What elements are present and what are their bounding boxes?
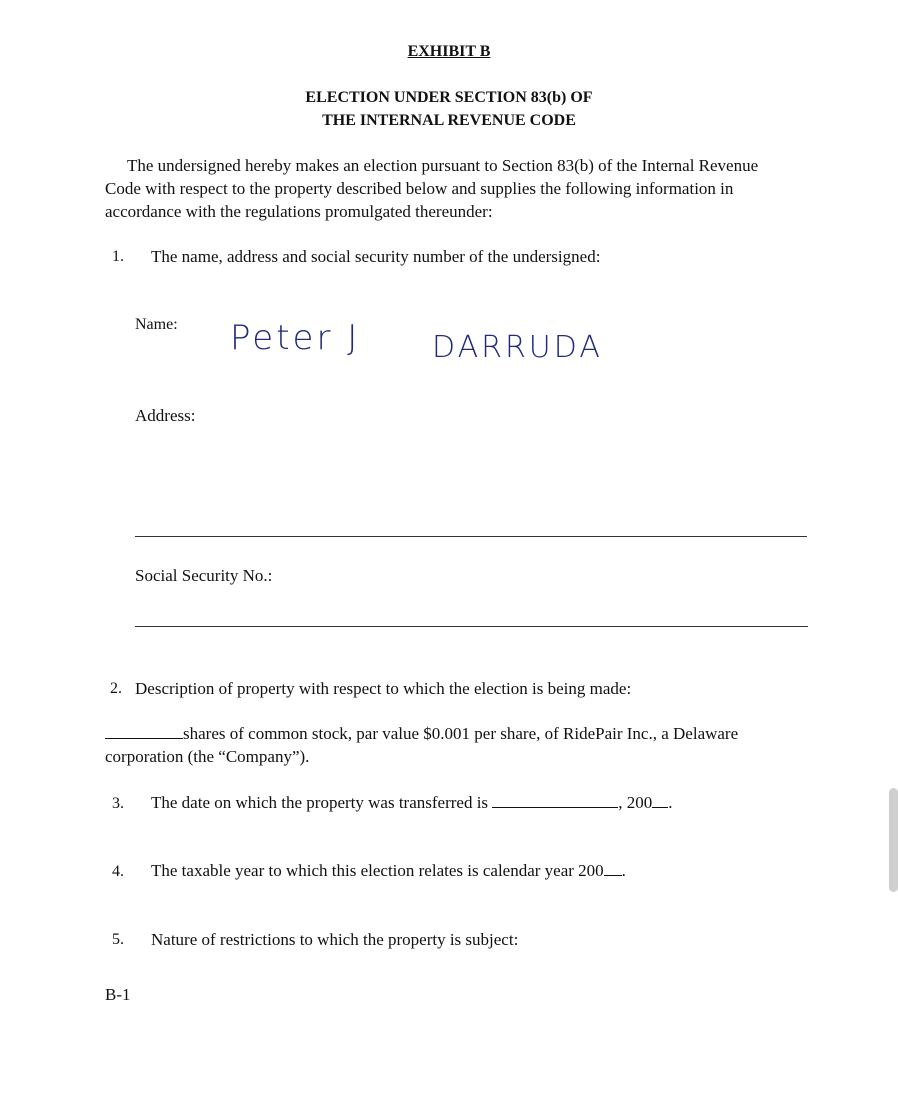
item-3-number: 3. (112, 795, 124, 812)
ssn-line (135, 626, 808, 627)
shares-continuation: corporation (the “Company”). (105, 747, 310, 766)
item-2-number: 2. (110, 680, 122, 697)
item-3-end: . (668, 793, 673, 812)
item-3-year-text: , 200 (618, 793, 653, 812)
shares-text: shares of common stock, par value $0.001 per share, of RidePair Inc., a Delaware (183, 724, 739, 743)
election-heading-line1: ELECTION UNDER SECTION 83(b) OF (305, 89, 593, 106)
transfer-year-blank (652, 793, 668, 808)
item-2-text: Description of property with respect to which the election is being made: (135, 679, 632, 698)
name-handwritten-first: Peter J (230, 318, 361, 358)
name-label: Name: (135, 316, 178, 333)
item-5-text: Nature of restrictions to which the property is subject: (151, 930, 519, 949)
tax-year-blank (604, 861, 622, 876)
intro-line-3: accordance with the regulations promulgated thereunder: (105, 202, 493, 221)
item-1-number: 1. (112, 248, 124, 265)
transfer-date-blank (492, 793, 618, 808)
name-handwritten-last: DARRUDA (432, 330, 603, 365)
item-4-text: The taxable year to which this election relates is calendar year 200 (151, 861, 604, 880)
scrollbar-thumb[interactable] (889, 788, 898, 892)
address-label: Address: (135, 406, 196, 425)
exhibit-title: EXHIBIT B (407, 43, 491, 60)
item-4-end: . (621, 861, 626, 880)
page-number: B-1 (105, 985, 131, 1004)
item-3-text: The date on which the property was transferred is (151, 793, 489, 812)
item-1-text: The name, address and social security number of the undersigned: (151, 247, 601, 266)
election-heading-line2: THE INTERNAL REVENUE CODE (322, 112, 576, 129)
item-3-line (151, 791, 673, 814)
intro-line-1: The undersigned hereby makes an election pursuant to Section 83(b) of the Internal Revenue (127, 156, 759, 175)
item-5-number: 5. (112, 931, 124, 948)
item-4-number: 4. (112, 863, 124, 880)
shares-blank (105, 724, 183, 739)
shares-line (105, 722, 738, 745)
ssn-label: Social Security No.: (135, 566, 273, 585)
address-line (135, 536, 807, 537)
item-4-line (151, 859, 626, 882)
intro-line-2: Code with respect to the property described below and supplies the following information in (105, 179, 734, 198)
